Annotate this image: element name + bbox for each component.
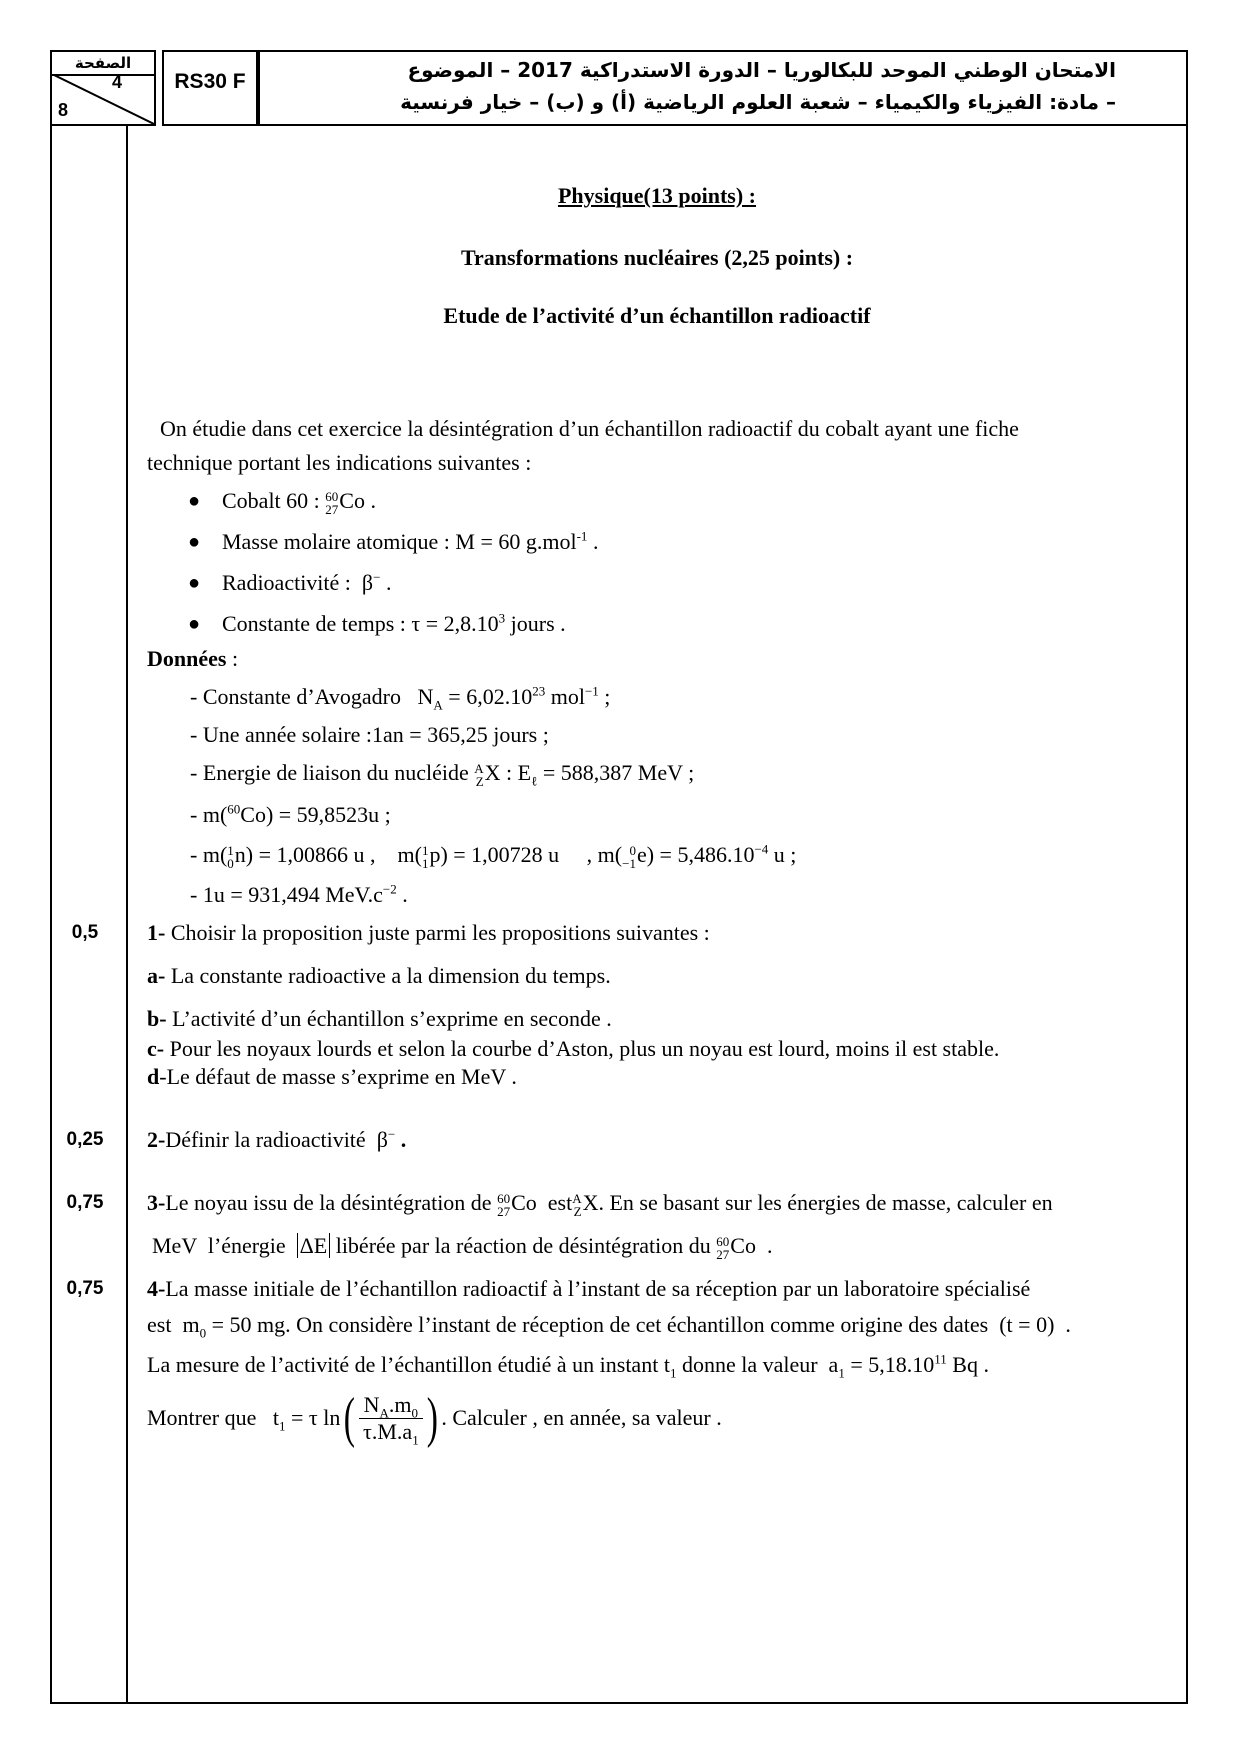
bullet-molar-mass: Masse molaire atomique : M = 60 g.mol$^{-1}$ . [222, 528, 599, 554]
q4-text5: Montrer que [147, 1405, 257, 1430]
q4-number: 4- [147, 1276, 166, 1301]
bullet-molar-mass-label: Masse molaire atomique : [222, 529, 450, 554]
exam-title-box [258, 50, 1188, 126]
data-solar-year: - Une année solaire :1an = 365,25 jours ; [190, 722, 549, 747]
question-2: 2-Définir la radioactivité β− . [147, 1126, 407, 1152]
points-q1: 0,5 [71, 922, 99, 943]
question-4 [147, 1276, 1030, 1302]
section-subtitle: Etude de l’activité d’un échantillon radioactif [443, 303, 871, 328]
q3-number: 3- [147, 1190, 166, 1215]
question-1 [147, 920, 710, 946]
q1-c-label: c- [147, 1036, 165, 1061]
exam-code: RS30 F [174, 70, 246, 93]
q1-b-text: L’activité d’un échantillon s’exprime en seconde . [166, 1006, 612, 1031]
co60-symbol: 60 27 [325, 488, 339, 517]
q1-a-text: La constante radioactive a la dimension du temps. [165, 963, 611, 988]
q4-text1: La masse initiale de l’échantillon radioactif à l’instant de sa réception par un laboratoire spécialisé [165, 1276, 1031, 1301]
intro-line-2: technique portant les indications suivantes : [147, 450, 532, 475]
page-frame [50, 126, 1188, 1704]
q1-option-d [147, 1064, 517, 1090]
bullet-cobalt-label: Cobalt 60 : [222, 488, 320, 513]
q4-text6: . Calculer , en année, sa valeur . [441, 1405, 722, 1430]
data-solar-year-label: - Une année solaire : [190, 722, 373, 747]
intro-line-1: On étudie dans cet exercice la désintégration d’un échantillon radioactif du cobalt ayant une fiche [160, 416, 1019, 441]
section-title: Transformations nucléaires (2,25 points) : [460, 245, 854, 270]
q2-text: Définir la radioactivité [165, 1127, 366, 1152]
bullet-radioactivity-label: Radioactivité : [222, 570, 351, 595]
nuclide-symbol: A Z [474, 760, 484, 789]
data-avogadro-label: - Constante d’Avogadro [190, 684, 401, 709]
question-3-line2: MeV l’énergie ΔE libérée par la réaction de désintégration du 60 27 Co . [152, 1233, 773, 1262]
q1-a-label: a- [147, 963, 166, 988]
question-4-line3: La mesure de l’activité de l’échantillon étudié à un instant $t_1$ donne la valeur $a_1 = 5,18.10^{11}$ Bq . [147, 1351, 989, 1381]
q1-b-label: b- [147, 1006, 167, 1031]
q1-option-b [147, 1006, 612, 1032]
page-label: الصفحة [74, 54, 132, 72]
page-number-box [50, 50, 156, 126]
q3-text1: Le noyau issu de la désintégration de [165, 1190, 492, 1215]
q1-d-text: -Le défaut de masse s’exprime en MeV . [159, 1064, 517, 1089]
exam-title-line2: – مادة: الفيزياء والكيمياء – شعبة العلوم الرياضية (أ) و (ب) – خيار فرنسية [400, 90, 1116, 114]
data-binding-energy-label: - Energie de liaison du nucléide [190, 760, 469, 785]
bullet-time-constant-label: Constante de temps : [222, 611, 406, 636]
data-heading: Données : [147, 646, 239, 671]
page-total: 8 [58, 100, 69, 120]
data-avogadro: - Constante d’Avogadro $N_A = 6,02.10^{23}$ mol$^{-1}$ ; [190, 683, 611, 713]
points-q3: 0,75 [66, 1192, 104, 1213]
bullet-dot: ● [188, 490, 201, 512]
q1-text: Choisir la proposition juste parmi les propositions suivantes : [165, 920, 710, 945]
exam-title-line1: الامتحان الوطني الموحد للبكالوريا – الدورة الاستدراكية 2017 – الموضوع [407, 58, 1116, 82]
question-4-formula: Montrer que $t_1 = \tau$ ln( $\frac{N_A.m_0}{\tau.M.a_1}$ ) . Calculer , en année, sa valeur . [147, 1387, 722, 1449]
q1-option-c [147, 1036, 999, 1062]
data-atomic-unit: - 1u = 931,494 $MeV.c^{-2}$ . [190, 881, 408, 907]
question-3: 3-Le noyau issu de la désintégration de 60 27 Co est A Z X. En se basant sur les énergies de masse, calculer en [147, 1190, 1053, 1219]
bullet-time-constant: Constante de temps : $\tau = 2,8.10^3$ jours . [222, 610, 566, 636]
margin-divider [126, 126, 128, 1704]
points-q2: 0,25 [66, 1129, 104, 1150]
bullet-dot: ● [188, 531, 201, 553]
bullet-dot: ● [188, 613, 201, 635]
q1-d-label: d [147, 1064, 160, 1089]
q1-number: 1- [147, 920, 166, 945]
physics-title: Physique(13 points) : [557, 183, 757, 208]
data-binding-energy: - Energie de liaison du nucléide A Z X : $E_\ell = 588,387$ MeV ; [190, 760, 695, 789]
question-4-line2: est $m_0 = 50$ mg. On considère l’instant de réception de cet échantillon comme origine des dates (t = 0) . [147, 1312, 1071, 1341]
data-heading-label: Données [147, 646, 227, 671]
bullet-cobalt: Cobalt 60 : 60 27 Co . [222, 488, 376, 517]
q3-text3: l’énergie [207, 1233, 286, 1258]
q3-text2: . En se basant sur les énergies de masse, calculer en [598, 1190, 1053, 1215]
q1-option-a [147, 963, 611, 989]
q4-text4: donne la valeur [681, 1352, 818, 1377]
bullet-dot: ● [188, 572, 201, 594]
data-mass-co: - m($^{60}$Co) = 59,8523u ; [190, 801, 391, 827]
data-particle-masses: - m( 1 0 n) = 1,00866 u , m( 1 1 p) = 1,00728 u , m( 0 −1 $e) = 5,486.10^{-4}$ u ; [190, 841, 797, 871]
exam-code-box [162, 50, 258, 126]
q3-text4: libérée par la réaction de désintégration du [335, 1233, 711, 1258]
bullet-radioactivity: Radioactivité : β− . [222, 569, 392, 595]
q2-number: 2- [147, 1127, 166, 1152]
q4-text2: . On considère l’instant de réception de cet échantillon comme origine des dates [285, 1312, 989, 1337]
page-number: 4 [111, 72, 122, 92]
q1-c-text: Pour les noyaux lourds et selon la courbe d’Aston, plus un noyau est lourd, moins il est stable. [164, 1036, 1000, 1061]
q4-text3: La mesure de l’activité de l’échantillon étudié à un instant [147, 1352, 659, 1377]
points-q4: 0,75 [66, 1278, 104, 1299]
